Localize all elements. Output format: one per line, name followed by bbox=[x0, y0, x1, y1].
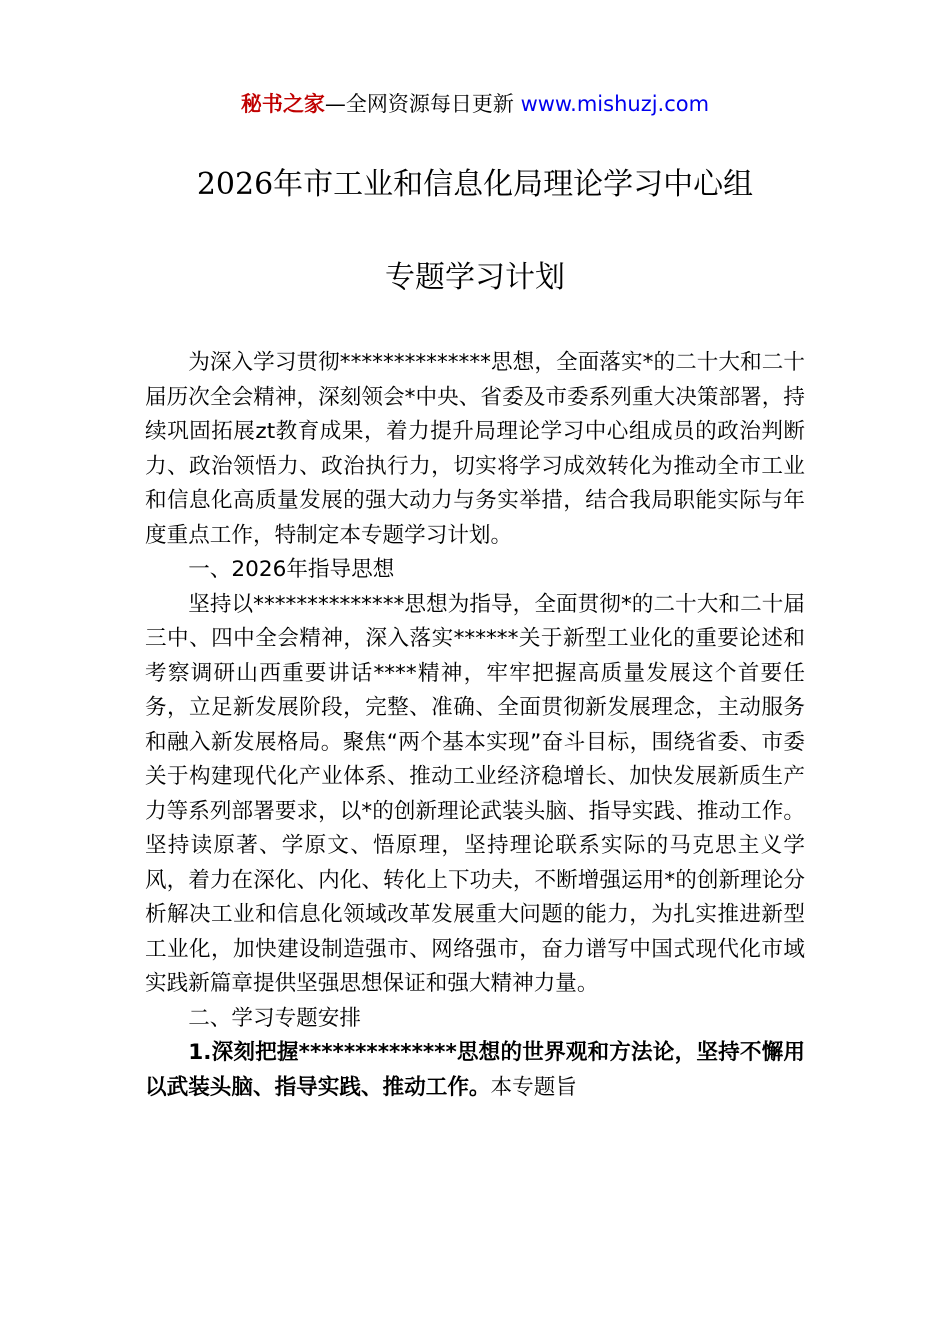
site-brand: 秘书之家 bbox=[240, 92, 325, 116]
topic-1-paragraph bbox=[145, 1036, 805, 1105]
guiding-ideology-paragraph: 坚持以**************思想为指导，全面贯彻*的二十大和二十届三中、四中全会精神，深入落实******关于新型工业化的重要论述和考察调研山西重要讲话****精神，牢牢把握高质量发展这个首要任务，立足新发展阶段，完整、准确、全面贯彻新发展理念，主动服务和融入新发展格局。聚焦“两个基本实现”奋斗目标，围绕省委、市委关于构建现代化产业体系、推动工业经济稳增长、加快发展新质生产力等系列部署要求，以*的创新理论武装头脑、指导实践、推动工作。坚持读原著、学原文、悟原理，坚持理论联系实际的马克思主义学风，着力在深化、内化、转化上下功夫，不断增强运用*的创新理论分析解决工业和信息化领域改革发展重大问题的能力，为扎实推进新型工业化，加快建设制造强市、网络强市，奋力谱写中国式现代化市域实践新篇章提供坚强思想保证和强大精神力量。 bbox=[145, 591, 805, 996]
document-body bbox=[145, 346, 805, 1105]
document-title-line-2: 专题学习计划 bbox=[385, 260, 565, 295]
intro-paragraph: 为深入学习贯彻**************思想，全面落实*的二十大和二十届历次全会精神，深刻领会*中央、省委及市委系列重大决策部署，持续巩固拓展zt教育成果，着力提升局理论学习中心组成员的政治判断力、政治领悟力、政治执行力，切实将学习成效转化为推动全市工业和信息化高质量发展的强大动力与务实举措，结合我局职能实际与年度重点工作，特制定本专题学习计划。 bbox=[145, 350, 805, 548]
site-url-link[interactable]: www.mishuzj.com bbox=[520, 92, 710, 116]
topic-1-text: 本专题旨 bbox=[490, 1074, 577, 1100]
section-heading-guiding-ideology: 一、2026年指导思想 bbox=[188, 557, 395, 582]
site-header bbox=[0, 88, 950, 120]
topic-1-title: 1.深刻把握**************思想的世界观和方法论，坚持不懈用以武装头脑、指导实践、推动工作。 bbox=[145, 1040, 805, 1100]
site-tagline: —全网资源每日更新 bbox=[324, 92, 514, 116]
document-title-line-1: 2026年市工业和信息化局理论学习中心组 bbox=[196, 167, 754, 202]
section-heading-study-topics: 二、学习专题安排 bbox=[188, 1005, 361, 1031]
